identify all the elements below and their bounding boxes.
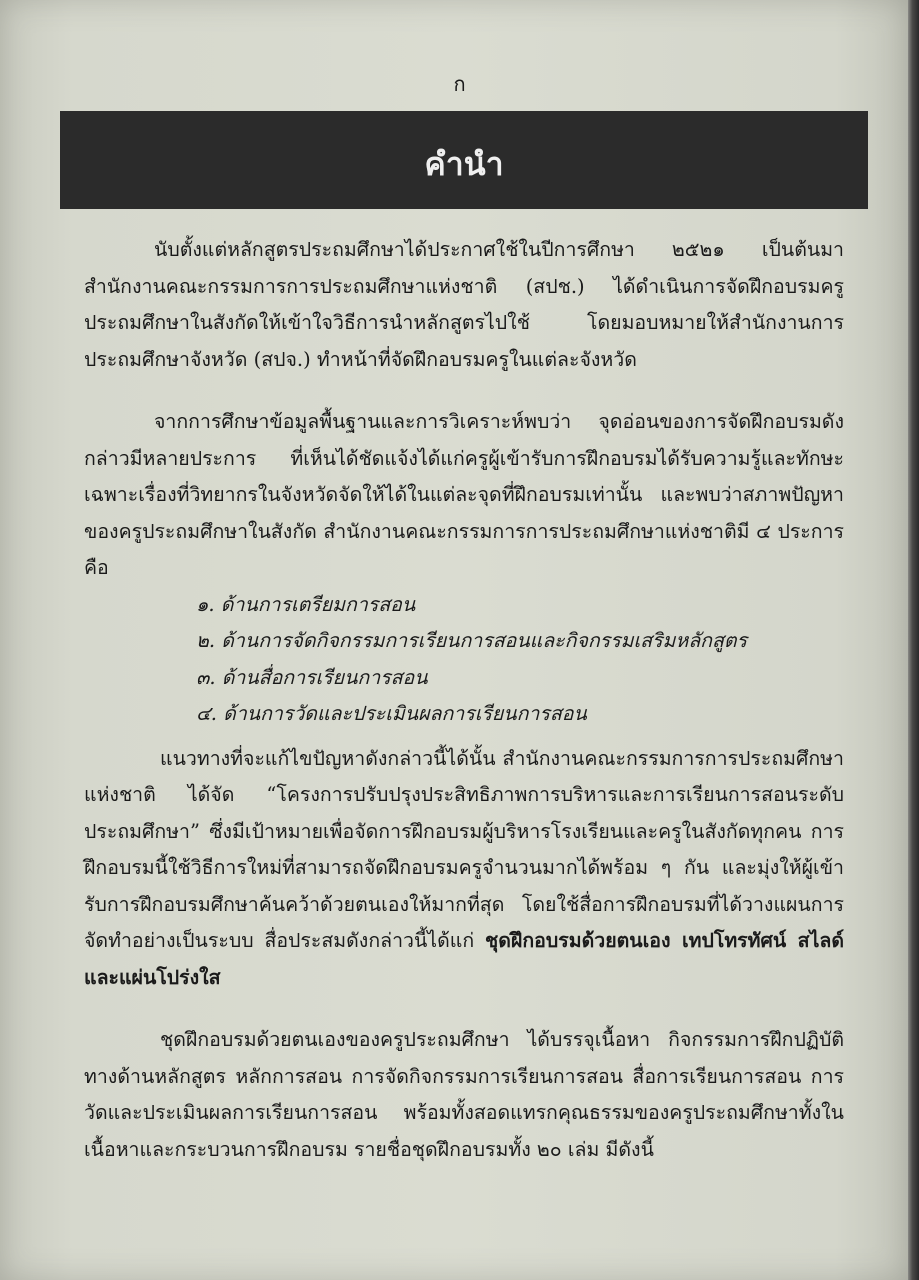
- problem-list: [84, 587, 844, 733]
- media-list-bold: ชุดฝึกอบรมด้วยตนเอง เทปโทรทัศน์ สไลด์ และแผ่นโปร่งใส: [84, 929, 844, 989]
- body-text: [84, 232, 844, 1168]
- title-banner: [60, 111, 868, 209]
- list-item: ๓. ด้านสื่อการเรียนการสอน: [196, 665, 428, 689]
- paragraph-1: นับตั้งแต่หลักสูตรประถมศึกษาได้ประกาศใช้ในปีการศึกษา ๒๕๒๑ เป็นต้นมา สำนักงานคณะกรรมการการประถมศึกษาแห่งชาติ (สปช.) ได้ดำเนินการจัดฝึกอบรมครูประถมศึกษาในสังกัดให้เข้าใจวิธีการนำหลักสูตรไปใช้ โดยมอบหมายให้สำนักงานการประถมศึกษาจังหวัด (สปจ.) ทำหน้าที่จัดฝึกอบรมครูในแต่ละจังหวัด: [84, 238, 844, 371]
- paragraph-3-text: แนวทางที่จะแก้ไขปัญหาดังกล่าวนี้ได้นั้น สำนักงานคณะกรรมการการประถมศึกษาแห่งชาติ ได้จัด “โครงการปรับปรุงประสิทธิภาพการบริหารและการเรียนการสอนระดับประถมศึกษา” ซึ่งมีเป้าหมายเพื่อจัดการฝึกอบรมผู้บริหารโรงเรียนและครูในสังกัดทุกคน การฝึกอบรมนี้ใช้วิธีการใหม่ที่สามารถจัดฝึกอบรมครูจำนวนมากได้พร้อม ๆ กัน และมุ่งให้ผู้เข้ารับการฝึกอบรมศึกษาค้นคว้าด้วยตนเองให้มากที่สุด โดยใช้สื่อการฝึกอบรมที่ได้วางแผนการจัดทำอย่างเป็นระบบ สื่อประสมดังกล่าวนี้ได้แก่: [84, 746, 844, 952]
- paragraph-4: ชุดฝึกอบรมด้วยตนเองของครูประถมศึกษา ได้บรรจุเนื้อหา กิจกรรมการฝึกปฏิบัติทางด้านหลักสูตร หลักการสอน การจัดกิจกรรมการเรียนการสอน สื่อการเรียนการสอน การวัดและประเมินผลการเรียนการสอน พร้อมทั้งสอดแทรกคุณธรรมของครูประถมศึกษาทั้งในเนื้อหาและกระบวนการฝึกอบรม รายชื่อชุดฝึกอบรมทั้ง ๒๐ เล่ม มีดังนี้: [84, 1028, 844, 1161]
- list-item: ๑. ด้านการเตรียมการสอน: [196, 592, 416, 616]
- paragraph-3: [84, 741, 844, 997]
- list-item: ๔. ด้านการวัดและประเมินผลการเรียนการสอน: [196, 702, 587, 725]
- page-number: ก: [453, 72, 466, 96]
- page-title: คำนำ: [424, 145, 504, 183]
- paragraph-2: จากการศึกษาข้อมูลพื้นฐานและการวิเคราะห์พบว่า จุดอ่อนของการจัดฝึกอบรมดังกล่าวมีหลายประการ ที่เห็นได้ชัดแจ้งได้แก่ครูผู้เข้ารับการฝึกอบรมได้รับความรู้และทักษะเฉพาะเรื่องที่วิทยากรในจังหวัดจัดให้ได้ในแต่ละจุดที่ฝึกอบรมเท่านั้น และพบว่าสภาพปัญหาของครูประถมศึกษาในสังกัด สำนักงานคณะกรรมการการประถมศึกษาแห่งชาติมี ๔ ประการ คือ: [84, 410, 844, 579]
- list-item: ๒. ด้านการจัดกิจกรรมการเรียนการสอนและกิจกรรมเสริมหลักสูตร: [196, 629, 748, 652]
- page-edge-shadow: [908, 0, 919, 1280]
